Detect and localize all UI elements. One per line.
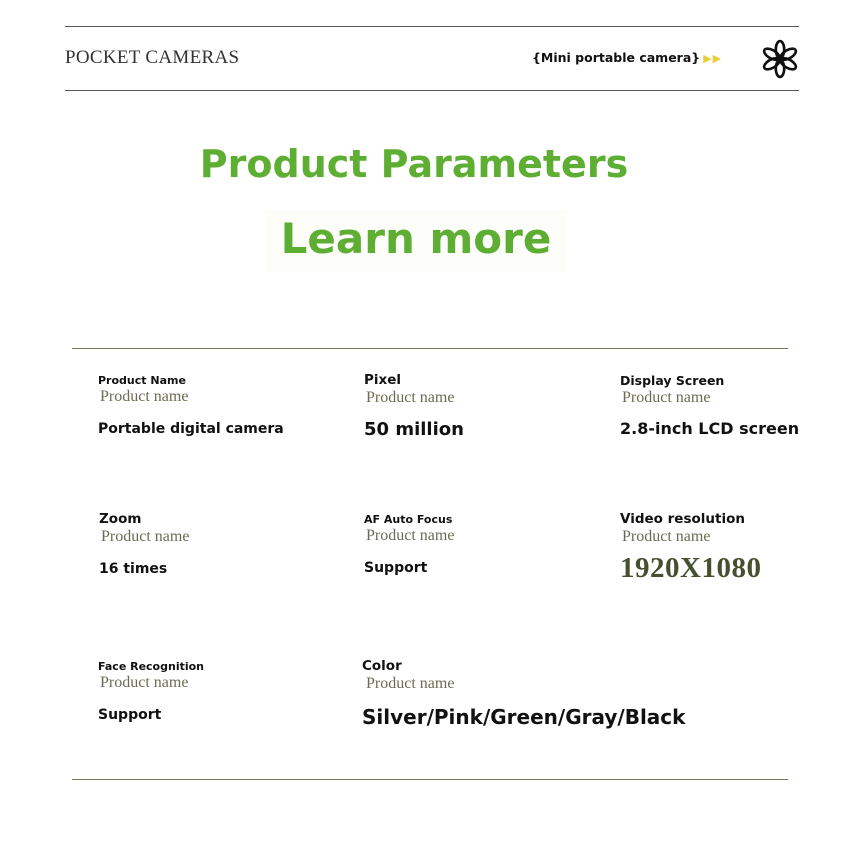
param-sublabel: Product name: [366, 527, 455, 544]
param-sublabel: Product name: [366, 675, 455, 692]
param-product-name: [98, 374, 284, 437]
params-top-rule: [72, 348, 788, 349]
param-label: Product Name: [98, 374, 186, 387]
param-video-resolution: [620, 511, 761, 585]
param-value: 1920X1080: [620, 552, 762, 584]
param-label: Pixel: [364, 372, 402, 388]
param-af-auto-focus: [364, 513, 454, 576]
param-value: Silver/Pink/Green/Gray/Black: [362, 705, 686, 729]
param-value: 16 times: [99, 561, 168, 577]
param-label: Color: [362, 658, 402, 674]
param-label: Zoom: [99, 511, 142, 527]
param-display-screen: [620, 373, 799, 438]
params-bottom-rule: [72, 779, 788, 780]
param-sublabel: Product name: [622, 528, 711, 545]
arrows-icon: ▶▶: [703, 52, 723, 65]
tagline: [532, 50, 722, 65]
param-value: Support: [98, 707, 162, 723]
brand-name: POCKET CAMERAS: [65, 47, 240, 68]
param-value: 2.8-inch LCD screen: [620, 419, 800, 438]
param-value: Support: [364, 560, 428, 576]
param-label: AF Auto Focus: [364, 513, 453, 526]
param-label: Video resolution: [620, 511, 745, 527]
param-sublabel: Product name: [100, 388, 189, 405]
param-sublabel: Product name: [101, 528, 190, 545]
param-label: Face Recognition: [98, 660, 205, 673]
flower-icon: [760, 39, 800, 79]
page-title: Product Parameters: [199, 142, 629, 186]
param-value: 50 million: [364, 419, 464, 440]
learn-more-heading: Learn more: [265, 210, 567, 272]
param-face-recognition: [98, 660, 204, 723]
param-sublabel: Product name: [366, 389, 455, 406]
param-value: Portable digital camera: [98, 421, 284, 437]
param-sublabel: Product name: [100, 674, 189, 691]
param-label: Display Screen: [620, 373, 725, 388]
param-zoom: [99, 511, 189, 577]
header-bottom-rule: [65, 90, 799, 91]
tagline-text: {Mini portable camera}: [532, 50, 701, 65]
param-color: [362, 658, 685, 729]
param-pixel: [364, 372, 464, 440]
param-sublabel: Product name: [622, 389, 711, 406]
header-top-rule: [65, 26, 799, 27]
